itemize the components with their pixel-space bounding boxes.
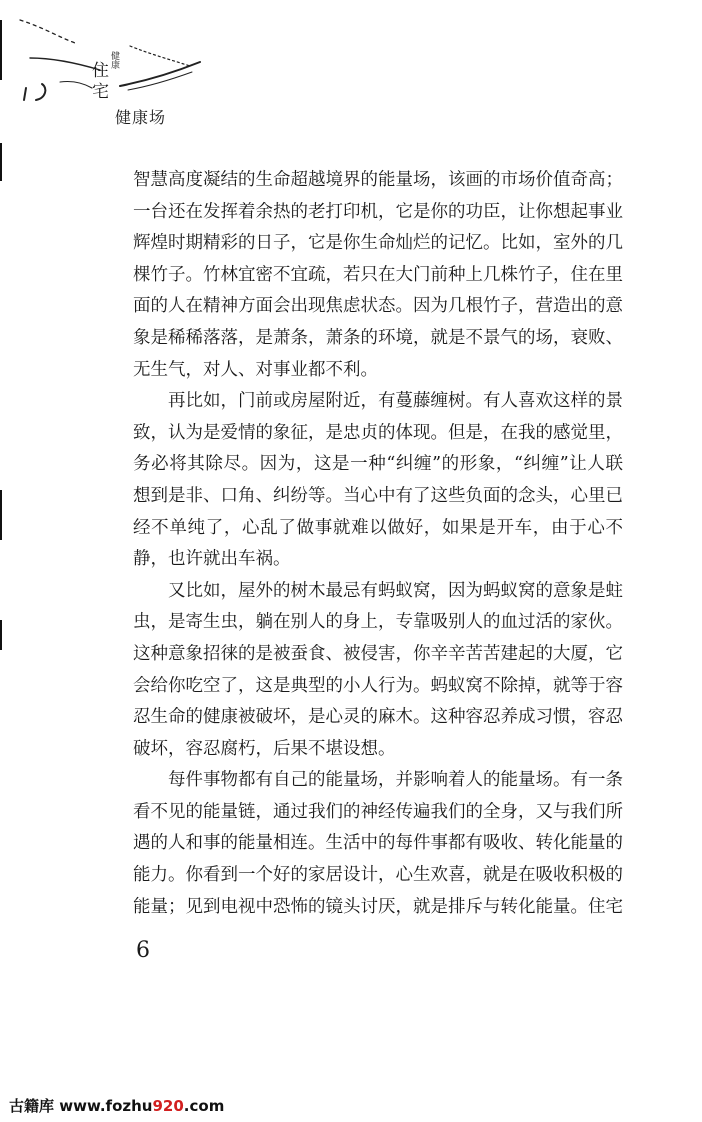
footer-site-name: 古籍库: [9, 1097, 55, 1115]
paragraph-3: 又比如，屋外的树木最忌有蚂蚁窝，因为蚂蚁窝的意象是蛀虫，是寄生虫，躺在别人的身上，专靠吸别人的血过活的家伙。这种意象招徕的是被蚕食、被侵害，你辛辛苦苦建起的大厦，它会给你吃空了，这是典型的小人行为。蚂蚁窝不除掉，就等于容忍生命的健康被破坏，是心灵的麻木。这种容忍养成习惯，容忍破坏，容忍腐朽，后果不堪设想。: [133, 580, 623, 759]
header-title-char-2: 宅: [92, 82, 109, 102]
paragraph-2: 再比如，门前或房屋附近，有蔓藤缠树。有人喜欢这样的景致，认为是爱情的象征，是忠贞的体现。但是，在我的感觉里，务必将其除尽。因为，这是一种“纠缠”的形象，“纠缠”让人联想到是非、口角、纠纷等。当心中有了这些负面的念头，心里已经不单纯了，心乱了做事就难以做好，如果是开车，由于心不静，也许就出车祸。: [133, 391, 623, 570]
scan-edge-mark-3: [0, 490, 2, 540]
page-number: 6: [136, 938, 150, 963]
footer-url-number: 920: [152, 1097, 184, 1115]
footer-url-suffix: .com: [183, 1097, 225, 1115]
header-title-char-1: 住: [92, 61, 109, 81]
header-small-label: 健康: [109, 51, 119, 69]
footer-url-prefix: www.fozhu: [59, 1097, 153, 1115]
paragraph-1: 智慧高度凝结的生命超越境界的能量场，该画的市场价值奇高；一台还在发挥着余热的老打印机，它是你的功臣，让你想起事业辉煌时期精彩的日子，它是你生命灿烂的记忆。比如，室外的几棵竹子。竹林宜密不宜疏，若只在大门前种上几株竹子，住在里面的人在精神方面会出现焦虑状态。因为几根竹子，营造出的意象是稀稀落落，是萧条，萧条的环境，就是不景气的场，衰败、无生气，对人、对事业都不利。: [133, 170, 623, 380]
header-brand: 健康场: [115, 108, 167, 127]
body-text: [133, 165, 623, 923]
paragraph-4: 每件事物都有自己的能量场，并影响着人的能量场。有一条看不见的能量链，通过我们的神经传遍我们的全身，又与我们所遇的人和事的能量相连。生活中的每件事都有吸收、转化能量的能力。你看到一个好的家居设计，心生欢喜，就是在吸收积极的能量；见到电视中恐怖的镜头讨厌，就是排斥与转化能量。住宅: [133, 770, 623, 917]
scan-edge-mark-2: [0, 143, 2, 181]
scan-edge-mark-4: [0, 620, 2, 650]
footer-watermark: [9, 1095, 224, 1116]
